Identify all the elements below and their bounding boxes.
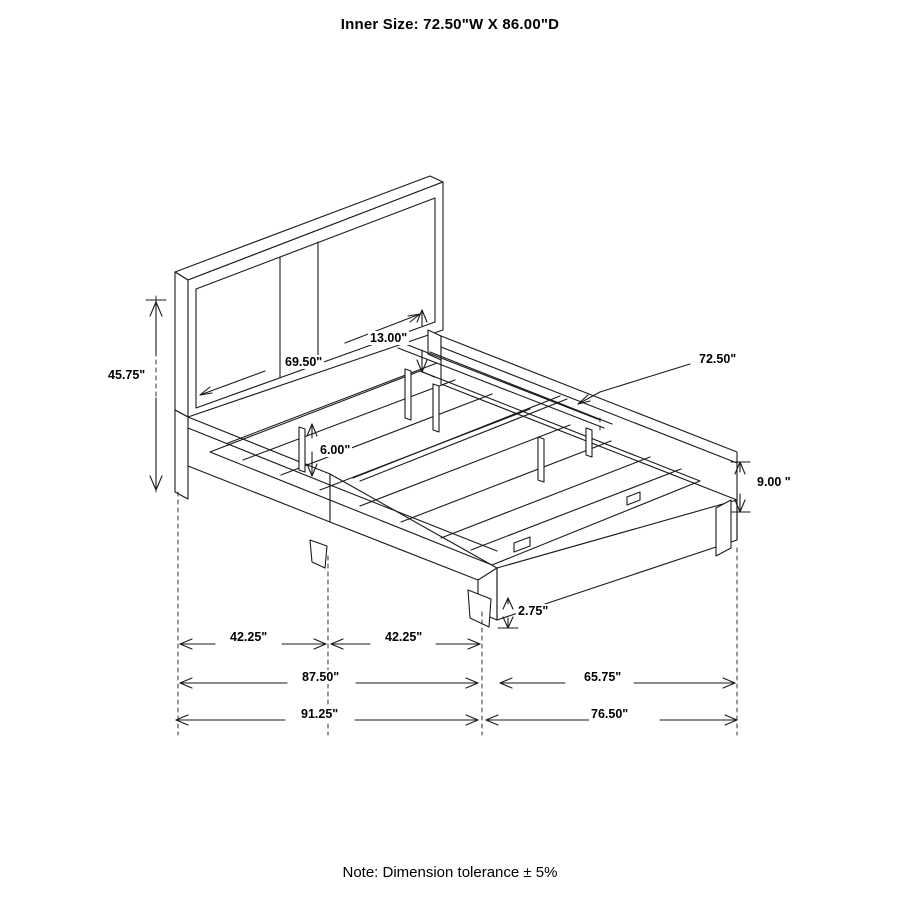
dimension-label-leg-height: 2.75" [518, 604, 549, 618]
dimension-label-right-foot-span: 42.25" [385, 630, 423, 644]
center-support-leg-2 [405, 369, 411, 420]
dimension-label-overall-width: 76.50" [591, 707, 629, 721]
page-title: Inner Size: 72.50"W X 86.00"D [340, 16, 560, 33]
leg-mid-left [310, 540, 327, 568]
center-support-leg-1 [299, 427, 305, 472]
center-support-leg-3 [433, 384, 439, 432]
dimension-label-left-foot-span: 42.25" [230, 630, 268, 644]
headboard [175, 176, 443, 417]
dimension-label-overall-width-inner: 65.75" [584, 670, 622, 684]
dimension-label-deck-height: 9.00 " [757, 475, 791, 489]
dimension-label-side-rail-width: 72.50" [699, 352, 737, 366]
leg-rear-right [716, 500, 731, 556]
dimension-label-overall-length: 91.25" [301, 707, 339, 721]
dimension-label-slat-clearance: 6.00" [320, 443, 351, 457]
tolerance-note: Note: Dimension tolerance ± 5% [342, 864, 558, 881]
dimension-label-headboard-panel-height: 13.00" [370, 331, 408, 345]
dimension-label-headboard-height: 45.75" [108, 368, 146, 382]
center-support-leg-4 [538, 437, 544, 482]
dimension-label-headboard-inner-width: 69.50" [285, 355, 323, 369]
support-bracket-right [627, 492, 640, 505]
dimension-label-overall-length-inner: 87.50" [302, 670, 340, 684]
center-support-leg-5 [586, 428, 592, 457]
support-bracket-front [514, 537, 530, 552]
leg-rear-left [175, 410, 188, 499]
